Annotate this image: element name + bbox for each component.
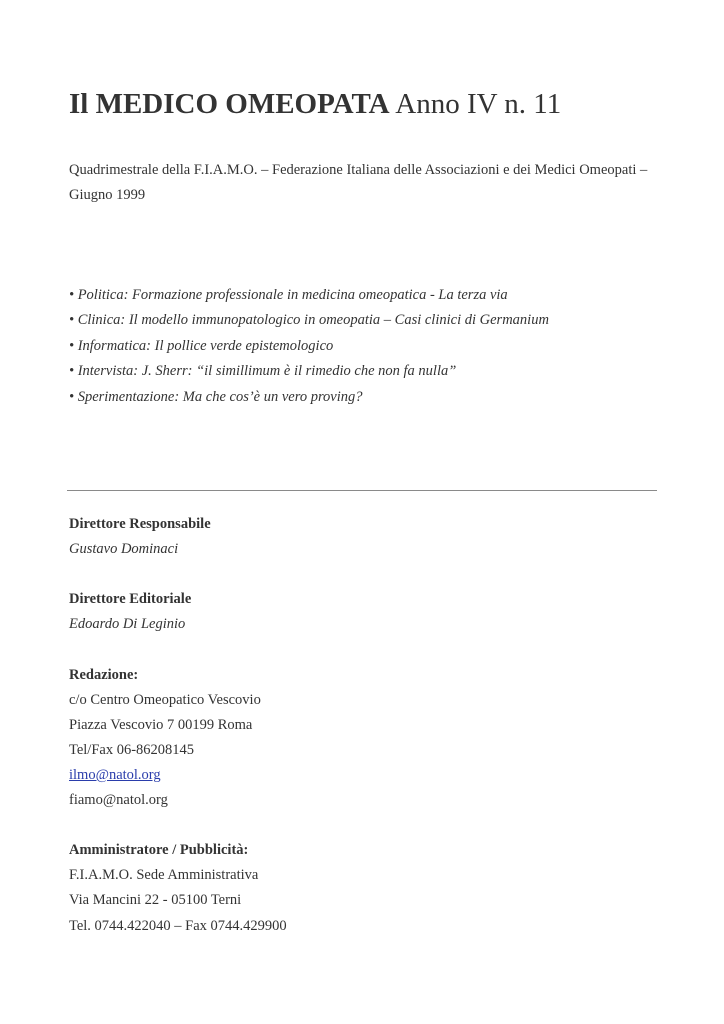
table-of-contents bbox=[69, 283, 549, 410]
subtitle-line-1: Quadrimestrale della F.I.A.M.O. – Federazione Italiana delle Associazioni e dei Medici Omeopati – bbox=[69, 162, 648, 178]
journal-name: Il MEDICO OMEOPATA bbox=[69, 88, 390, 120]
spacer bbox=[69, 637, 287, 662]
toc-item: • Clinica: Il modello immunopatologico in omeopatia – Casi clinici di Germanium bbox=[69, 312, 549, 329]
editorial-director-title: Direttore Editoriale bbox=[69, 591, 192, 608]
administration-line: F.I.A.M.O. Sede Amministrativa bbox=[69, 867, 259, 884]
administration-title: Amministratore / Pubblicità: bbox=[69, 842, 249, 859]
office-address-line: c/o Centro Omeopatico Vescovio bbox=[69, 691, 261, 708]
spacer bbox=[69, 562, 287, 587]
email-plain: fiamo@natol.org bbox=[69, 792, 168, 809]
director-name: Gustavo Dominaci bbox=[69, 541, 179, 558]
subtitle bbox=[69, 158, 669, 208]
office-phone: Tel/Fax 06-86208145 bbox=[69, 741, 195, 758]
editorial-director-name: Edoardo Di Leginio bbox=[69, 616, 186, 633]
masthead bbox=[69, 512, 287, 939]
administration-phone: Tel. 0744.422040 – Fax 0744.429900 bbox=[69, 917, 287, 934]
toc-item: • Sperimentazione: Ma che cos’è un vero proving? bbox=[69, 388, 363, 405]
email-link[interactable]: ilmo@natol.org bbox=[69, 766, 161, 783]
page-title bbox=[69, 86, 561, 122]
editorial-office-title: Redazione: bbox=[69, 666, 139, 683]
office-address-line: Piazza Vescovio 7 00199 Roma bbox=[69, 716, 253, 733]
issue-date: Giugno 1999 bbox=[69, 187, 146, 203]
toc-item: • Intervista: J. Sherr: “il simillimum è il rimedio che non fa nulla” bbox=[69, 363, 457, 380]
toc-item: • Politica: Formazione professionale in medicina omeopatica - La terza via bbox=[69, 287, 508, 303]
issue-number: Anno IV n. 11 bbox=[395, 88, 562, 120]
toc-item: • Informatica: Il pollice verde epistemologico bbox=[69, 337, 334, 354]
spacer bbox=[69, 813, 287, 838]
director-title: Direttore Responsabile bbox=[69, 516, 211, 532]
email-link-wrapper bbox=[69, 763, 287, 788]
horizontal-divider bbox=[67, 490, 657, 491]
administration-line: Via Mancini 22 - 05100 Terni bbox=[69, 892, 242, 909]
